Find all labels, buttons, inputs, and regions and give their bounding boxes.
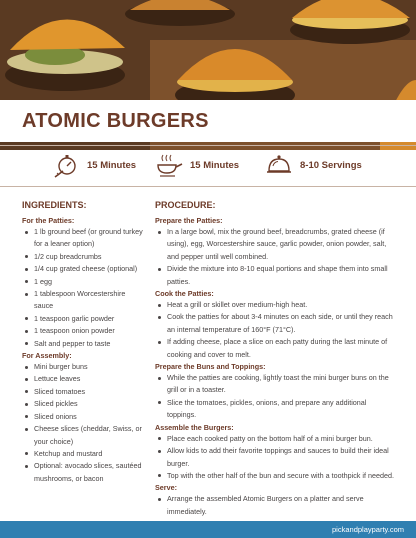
step-item: Allow kids to add their favorite toppings and sauces to build their ideal burger. [155,445,395,470]
stat-label: 15 Minutes [87,159,137,171]
step-list [155,299,395,361]
step-group-title: Assemble the Burgers: [155,422,234,432]
list-item: 1 lb ground beef (or ground turkey for a leaner option) [22,226,144,251]
procedure-column [155,200,395,518]
assembly-ingredient-list [22,361,144,485]
step-list [155,372,395,422]
list-item: Sliced tomatoes [22,386,144,398]
step-list [155,226,395,288]
stat-label: 15 Minutes [190,159,240,171]
list-item: Mini burger buns [22,361,144,373]
step-list [155,493,395,518]
ingredients-column [22,200,144,485]
stopwatch-icon [52,151,80,179]
patties-subheading: For the Patties: [22,216,75,225]
list-item: 1 teaspoon onion powder [22,325,144,337]
list-item: Ketchup and mustard [22,448,144,460]
stat-label: 8-10 Servings [300,159,362,171]
step-group-title: Serve: [155,483,177,493]
step-item: Cook the patties for about 3-4 minutes on each side, or until they reach an internal temperature of 160°F (71°C). [155,311,395,336]
step-list [155,433,395,483]
step-item: Arrange the assembled Atomic Burgers on a platter and serve immediately. [155,493,395,518]
procedure-heading: PROCEDURE: [155,200,216,210]
list-item: Sliced onions [22,411,144,423]
list-item: 1 tablespoon Worcestershire sauce [22,288,144,313]
stat-servings [265,151,362,179]
list-item: 1 egg [22,276,144,288]
step-item: Divide the mixture into 8-10 equal portions and shape them into small patties. [155,263,395,288]
serving-cloche-icon [265,151,293,179]
step-item: Slice the tomatoes, pickles, onions, and prepare any additional toppings. [155,397,395,422]
step-item: Place each cooked patty on the bottom half of a mini burger bun. [155,433,395,445]
step-item: Heat a grill or skillet over medium-high heat. [155,299,395,311]
cooking-pan-icon [155,151,183,179]
list-item: 1 teaspoon garlic powder [22,313,144,325]
footer-site-link[interactable]: pickandplayparty.com [332,525,404,534]
assembly-subheading: For Assembly: [22,351,72,361]
list-item: Lettuce leaves [22,373,144,385]
step-group-title: Prepare the Buns and Toppings: [155,362,266,372]
step-item: In a large bowl, mix the ground beef, breadcrumbs, grated cheese (if using), egg, Worcestershire sauce, garlic powder, onion powder, salt, and pepper until well combined. [155,226,395,263]
page-title: ATOMIC BURGERS [22,109,209,132]
patties-ingredient-list [22,226,144,350]
stat-prep-time [52,151,136,179]
step-item: If adding cheese, place a slice on each patty during the last minute of cooking and cover to melt. [155,336,395,361]
stat-cook-time [155,151,239,179]
list-item: Cheese slices (cheddar, Swiss, or your choice) [22,423,144,448]
title-band [0,100,416,142]
step-item: While the patties are cooking, lightly toast the mini burger buns on the grill or in a toaster. [155,372,395,397]
list-item: Sliced pickles [22,398,144,410]
list-item: Salt and pepper to taste [22,338,144,350]
step-item: Top with the other half of the bun and secure with a toothpick if needed. [155,470,395,482]
recipe-stats-bar [0,145,416,187]
footer-bar [0,521,416,538]
list-item: 1/4 cup grated cheese (optional) [22,263,144,275]
step-group-title: Cook the Patties: [155,289,214,299]
list-item: Optional: avocado slices, sautéed mushrooms, or bacon [22,460,144,485]
step-group-title: Prepare the Patties: [155,216,223,225]
ingredients-heading: INGREDIENTS: [22,200,87,210]
list-item: 1/2 cup breadcrumbs [22,251,144,263]
